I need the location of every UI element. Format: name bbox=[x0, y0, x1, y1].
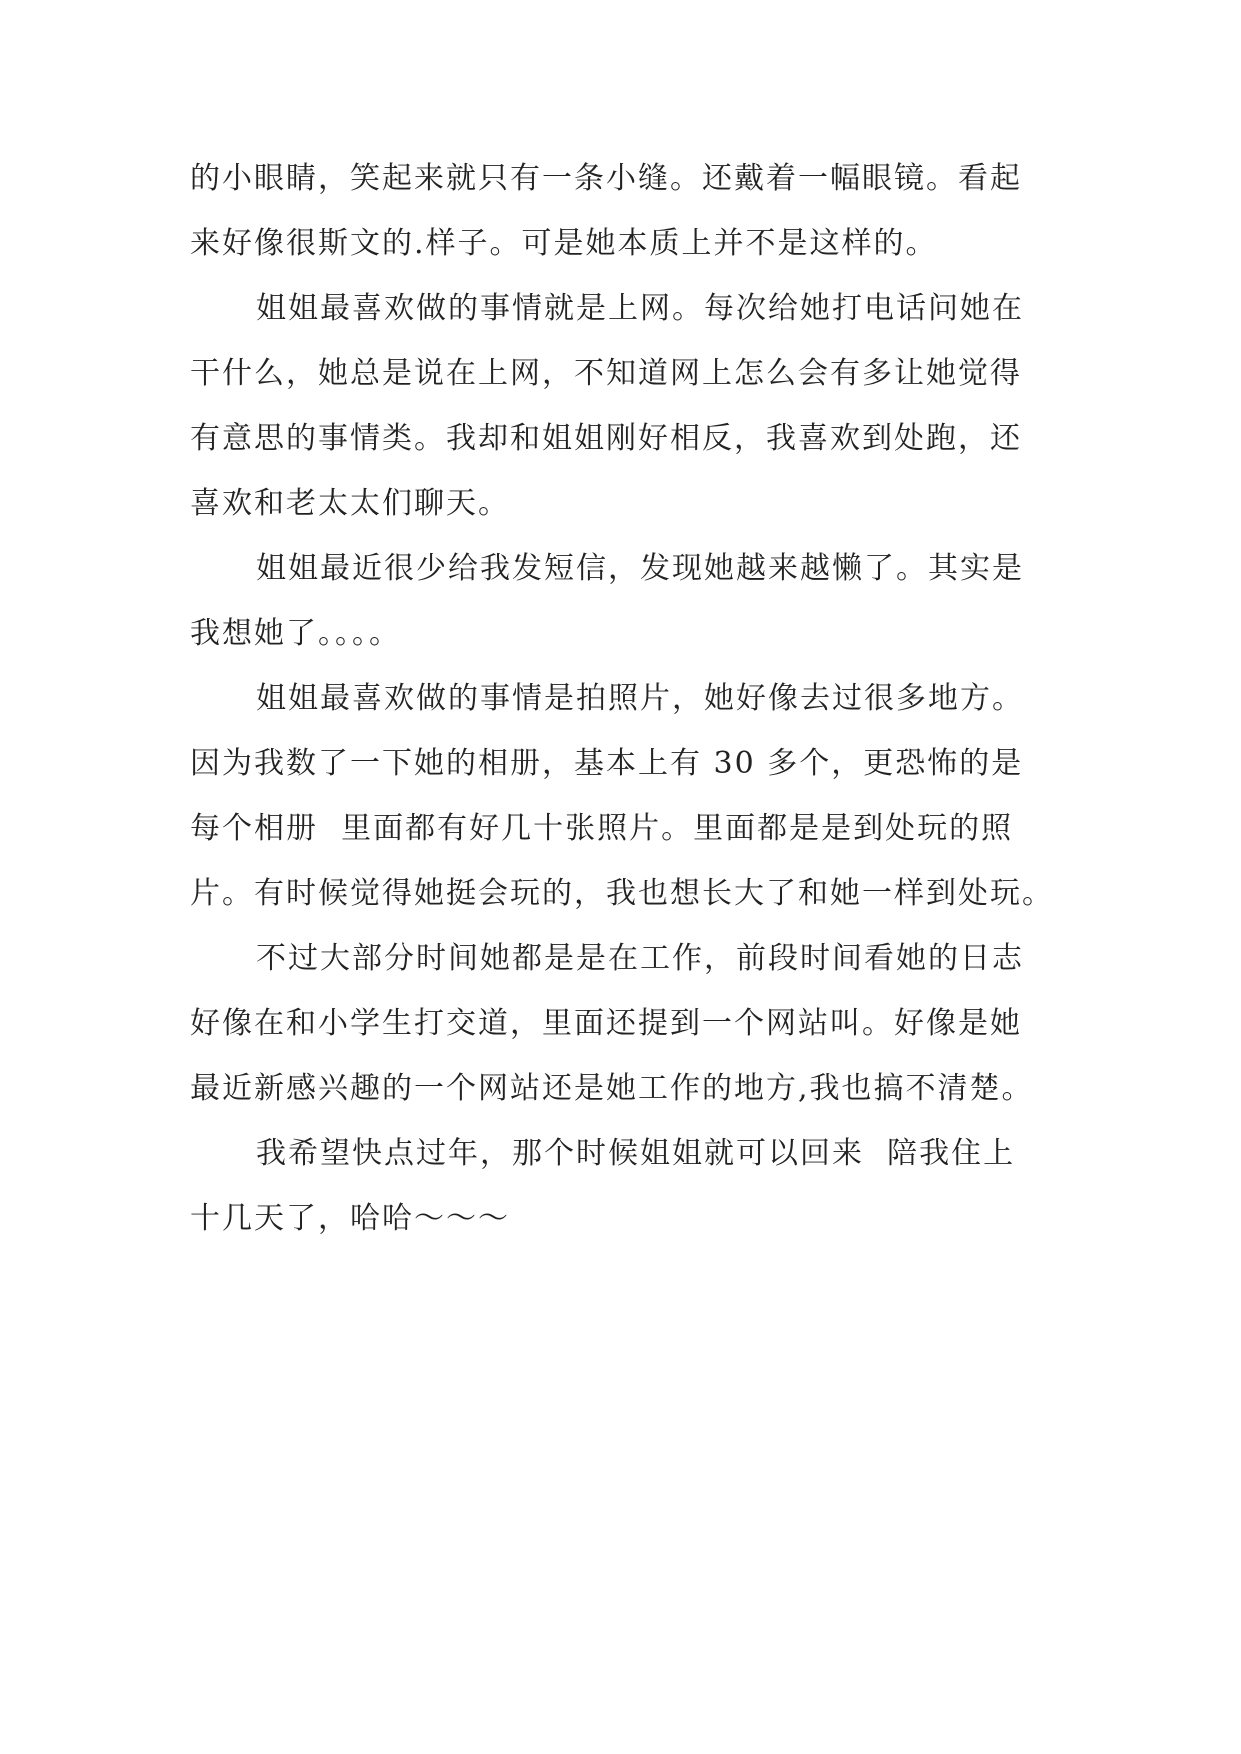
text-line: 好像在和小学生打交道，里面还提到一个网站叫。好像是她 bbox=[190, 1006, 1022, 1041]
text-line: 喜欢和老太太们聊天。 bbox=[190, 486, 510, 521]
text-line: 姐姐最喜欢做的事情就是上网。每次给她打电话问她在 bbox=[256, 291, 1024, 326]
text-line: 不过大部分时间她都是是在工作，前段时间看她的日志 bbox=[256, 941, 1024, 976]
text-line: 最近新感兴趣的一个网站还是她工作的地方,我也搞不清楚。 bbox=[190, 1071, 1034, 1106]
text-line: 每个相册 里面都有好几十张照片。里面都是是到处玩的照 bbox=[190, 811, 1014, 846]
text-line: 姐姐最喜欢做的事情是拍照片，她好像去过很多地方。 bbox=[256, 681, 1024, 716]
text-line: 片。有时候觉得她挺会玩的，我也想长大了和她一样到处玩。 bbox=[190, 876, 1054, 911]
text-line: 姐姐最近很少给我发短信，发现她越来越懒了。其实是 bbox=[256, 551, 1024, 586]
text-line: 干什么，她总是说在上网，不知道网上怎么会有多让她觉得 bbox=[190, 356, 1022, 391]
text-line: 因为我数了一下她的相册，基本上有 30 多个，更恐怖的是 bbox=[190, 746, 1024, 781]
text-line: 十几天了，哈哈～～～ bbox=[190, 1201, 510, 1236]
text-line: 来好像很斯文的.样子。可是她本质上并不是这样的。 bbox=[190, 226, 938, 261]
text-line: 的小眼睛，笑起来就只有一条小缝。还戴着一幅眼镜。看起 bbox=[190, 161, 1022, 196]
text-line: 我想她了。。。。 bbox=[190, 616, 401, 651]
document-body bbox=[190, 158, 1090, 1263]
text-line: 有意思的事情类。我却和姐姐刚好相反，我喜欢到处跑，还 bbox=[190, 421, 1022, 456]
text-line: 我希望快点过年，那个时候姐姐就可以回来 陪我住上 bbox=[256, 1136, 1016, 1171]
